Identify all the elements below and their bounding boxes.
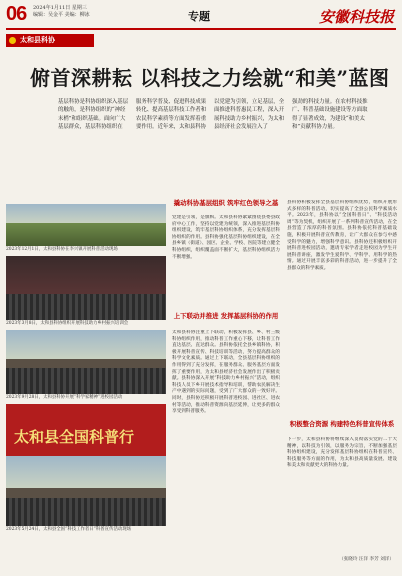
editor-line: 编辑：吴金平 美编：柳冰 (33, 12, 90, 18)
subheading-a2: 上下联动并推进 发挥基层科协的作用 (173, 312, 279, 320)
lead-column-2: 服务科学普及、促进科技成果转化、提高基层科技工作者和农民科学素质等方面发挥着重要作用。近年来，太和县科协 (136, 99, 207, 131)
section-tag-label: 太和县科协 (20, 37, 55, 44)
photo-science-day (6, 456, 166, 526)
subheading-a: 撬动科协基层组织 筑牢红色领导之基 (173, 199, 279, 207)
masthead-logo: 安徽科技报 (318, 8, 394, 26)
lead-column-1: 基层科协是科协组织深入基层的触角，是科协组织的“神经末梢”和组织基础。面向广大基层群众，基层科协组织在 (58, 99, 129, 131)
author-credit: （张晓玲 汪洋 李芳 刘洋） (339, 557, 394, 562)
tag-dot-icon (9, 37, 16, 44)
photo-caption-1: 2023年12月1日，太和县科协在李兴镇开展科普活动现场 (6, 247, 118, 252)
lead-column-4: 强劲的科技力量。在农村科技推广、科普基础设施建设等方面取得了显著成效，为建设“和美太和”贡献科协力量。 (292, 99, 368, 131)
article-column-a2: 太和县科协注重上下联动，积极发挥县、乡、村三级科协组织作用，推动科普工作重心下移，让科普工作直达基层、直达群众。县科协依托全县乡镇科协，积极开展科普宣传、科技培训等活动，努力提高群众的科学文化素质。通过上下联动，全县基层科协组织的作用得到了充分发挥，在服务群众、服务基层方面发挥了重要作用，为太和县经济社会发展作出了积极贡献。县科协深入开展“科技助力乡村振兴”活动，组织科技人员下乡开展技术指导和培训，帮助农民解决生产中遇到的实际问题，受到了广大群众的一致好评。同时，县科协还积极开展科普进校园、进社区、进农村等活动，推动科普资源向基层延伸，让更多的群众享受到科普服务。 (172, 330, 280, 415)
page-number: 06 (6, 3, 27, 25)
article-column-b2: 下一步，太和县科协将继续深入贯彻落实党的二十大精神，以科技为引领，以服务为宗旨，不断加强基层科协组织建设，充分发挥基层科协组织在科普宣传、科技服务等方面的作用，为太和县高质量发展、建设和美太和贡献更大的科协力量。 (287, 437, 397, 469)
photo-school-activity (6, 330, 166, 394)
photo-caption-2: 2023年3月8日，太和县科协组织开展科技助力乡村振兴培训会 (6, 321, 129, 326)
subheading-b: 积极整合资源 构建特色科普宣传体系 (289, 420, 395, 428)
lead-column-3: 以党建为引领，立足基层，全面推进科普惠民工程，深入开展科技助力乡村振兴，为太和县经济社会发展注入了 (214, 99, 285, 131)
photo-outdoor-event (6, 204, 166, 246)
article-column-b: 县科协积极发挥全县基层科协组织优势，组织开展形式多样的科普活动，切实提高了全县公民科学素质水平。2023年，县科协以“全国科普日”、“科技活动周”等为契机，组织开展了一系列科普宣传活动，在全县营造了浓厚的科普氛围。县科协依托科普基础设施，积极开展科普宣传教育，让广大群众在参与中感受科学的魅力，增强科学意识。县科协还积极组织开展科普进校园活动，邀请专家学者走进校园为学生开展科普讲座，激发学生爱科学、学科学、用科学的热情。通过开展丰富多彩的科普活动，进一步提升了全县群众的科学素质。 (287, 200, 397, 271)
header-rule (6, 28, 396, 30)
photo-training-meeting (6, 256, 166, 320)
photo-caption-3: 2023年9月28日，太和县科协开展“科学家精神”进校园活动 (6, 395, 123, 400)
page-header (0, 0, 402, 28)
photo-red-banner (6, 404, 166, 456)
photo-caption-5: 2023年5月24日，太和县全国“科技工作者日”科普宣传活动现场 (6, 527, 132, 532)
banner-text: 太和县全国科普行 (14, 428, 135, 446)
date-line: 2024年1月11日 星期三 (33, 5, 87, 11)
section-tag (6, 34, 94, 47)
section-title: 专题 (188, 11, 210, 23)
headline: 俯首深耕耘 以科技之力绘就“和美”蓝图 (30, 66, 390, 90)
article-column-a: 党建是引领，是旗帜。太和县科协紧紧围绕县委县政府中心工作，坚持以党建为统领，深入推进基层科协组织建设，筑牢基层科协组织体系，充分发挥基层科协组织的作用。县科协强化基层科协组织建设，在全县乡镇（街道）、园区、企业、学校、医院等建立健全科协组织，组织覆盖面不断扩大，基层科协组织活力不断增强。 (172, 215, 280, 260)
issue-meta (33, 5, 90, 19)
